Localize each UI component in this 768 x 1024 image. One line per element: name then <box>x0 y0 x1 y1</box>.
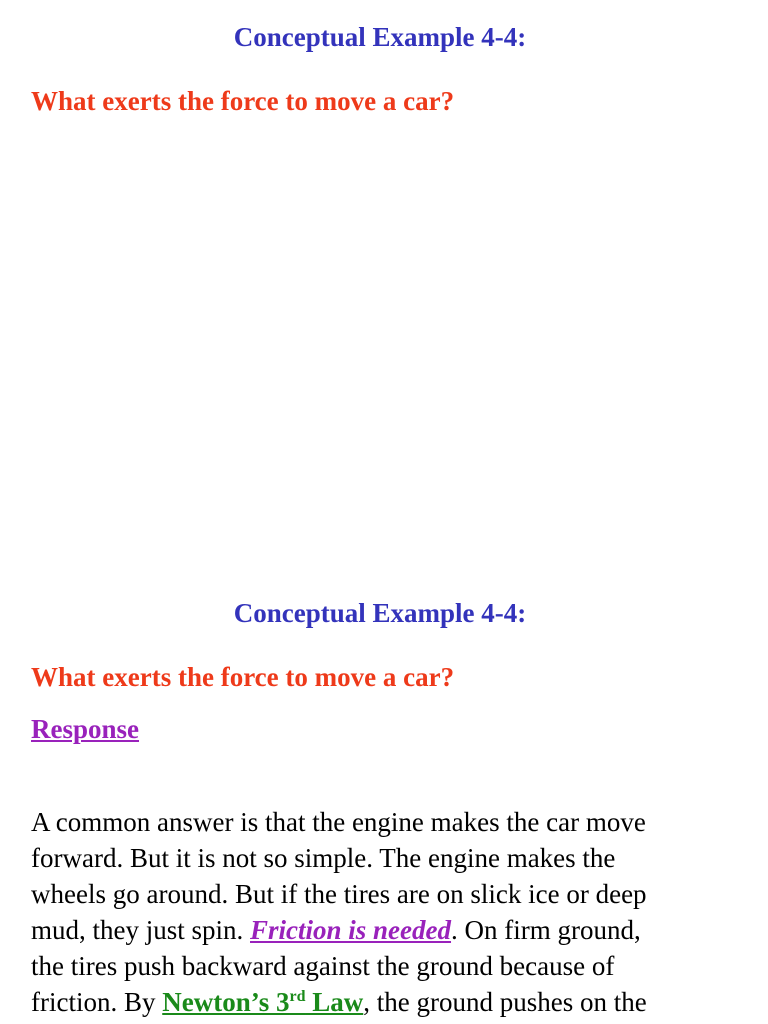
slide1-question: What exerts the force to move a car? <box>31 86 455 116</box>
friction-emphasis: Friction is needed <box>250 915 452 945</box>
newton-third-law-emphasis <box>162 987 363 1017</box>
newton-prefix: Newton’s 3 <box>162 987 290 1017</box>
slide1-title: Conceptual Example 4-4: <box>233 22 527 52</box>
body-line-6-start: friction. By <box>31 987 163 1017</box>
body-line-3: wheels go around. But if the tires are on slick ice or deep <box>31 879 647 909</box>
body-line-6-end: , the ground pushes on the <box>363 987 647 1017</box>
body-line-1: A common answer is that the engine makes the car move <box>31 807 646 837</box>
response-body <box>31 804 731 1020</box>
slide2-title: Conceptual Example 4-4: <box>233 598 527 628</box>
body-line-4-end: . On firm ground, <box>451 915 641 945</box>
body-line-4 <box>31 912 731 948</box>
body-line-6 <box>31 984 731 1020</box>
body-line-4-start: mud, they just spin. <box>31 915 251 945</box>
newton-superscript: rd <box>289 988 306 1005</box>
slide2-question: What exerts the force to move a car? <box>31 662 455 692</box>
response-heading: Response <box>31 714 140 744</box>
body-line-5: the tires push backward against the ground because of <box>31 951 615 981</box>
body-line-2: forward. But it is not so simple. The engine makes the <box>31 843 616 873</box>
newton-suffix: Law <box>305 987 364 1017</box>
